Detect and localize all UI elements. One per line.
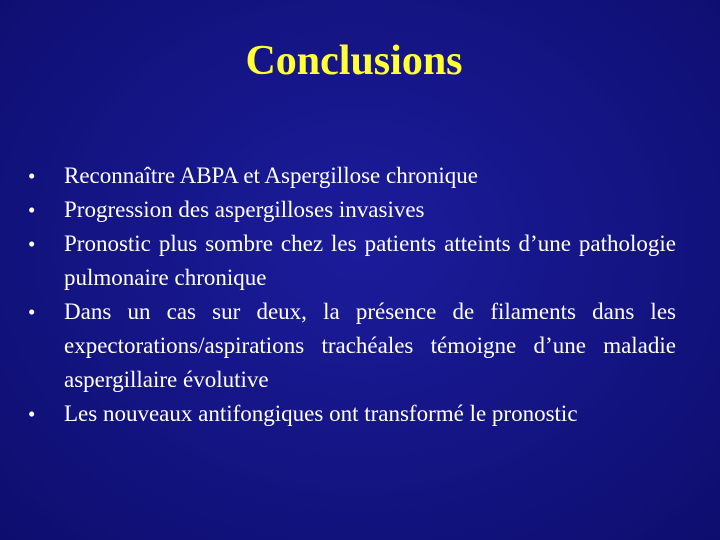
bullet-text: Pronostic plus sombre chez les patients atteints d’une pathologie pulmonaire chronique xyxy=(64,231,676,290)
bullet-text: Les nouveaux antifongiques ont transformé le pronostic xyxy=(64,401,578,426)
bullet-item xyxy=(28,295,676,397)
slide-title xyxy=(0,36,720,86)
bullet-list xyxy=(28,159,676,431)
bullet-text: Reconnaître ABPA et Aspergillose chronique xyxy=(64,163,478,188)
bullet-marker: • xyxy=(28,198,36,222)
bullet-item xyxy=(28,227,676,295)
bullet-item xyxy=(28,193,676,227)
bullet-text: Progression des aspergilloses invasives xyxy=(64,197,425,222)
bullet-marker: • xyxy=(28,402,36,426)
bullet-item xyxy=(28,397,676,431)
slide-title-text: Conclusions xyxy=(245,38,463,84)
bullet-marker: • xyxy=(28,300,36,324)
bullet-marker: • xyxy=(28,164,36,188)
bullet-marker: • xyxy=(28,232,36,256)
bullet-item xyxy=(28,159,676,193)
bullet-text: Dans un cas sur deux, la présence de filaments dans les expectorations/aspirations trachéales témoigne d’une maladie aspergillaire évolutive xyxy=(64,299,676,392)
